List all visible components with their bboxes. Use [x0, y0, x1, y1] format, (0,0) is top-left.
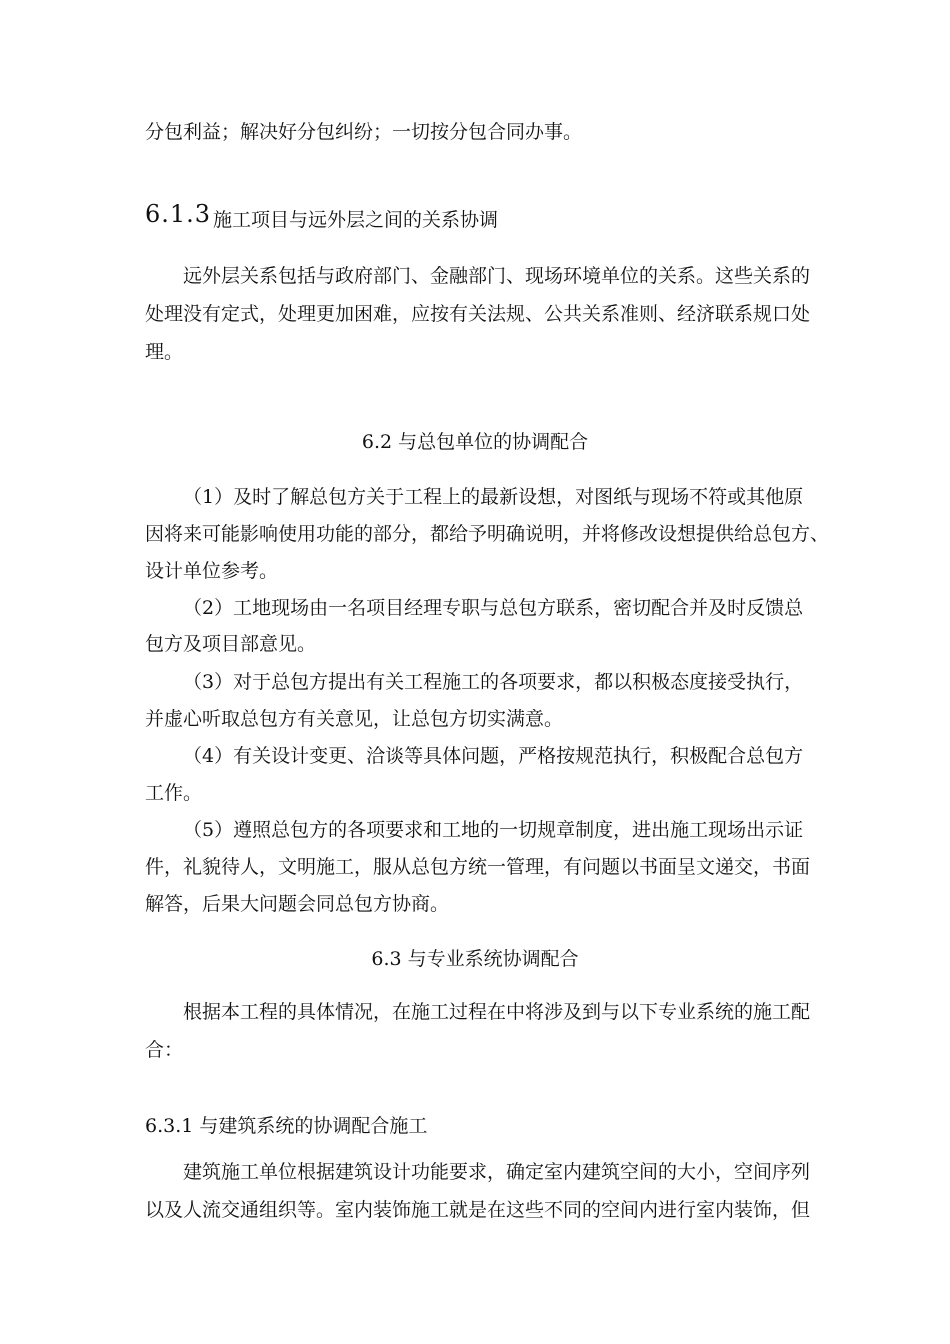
- intro-paragraph: 分包利益；解决好分包纠纷；一切按分包合同办事。: [145, 121, 583, 143]
- list-item-line: （2）工地现场由一名项目经理专职与总包方联系，密切配合并及时反馈总: [183, 597, 804, 619]
- subsection-heading: 6.3.1 与建筑系统的协调配合施工: [145, 1115, 428, 1137]
- section-number: 6.1.3: [145, 200, 212, 228]
- paragraph-line: 处理没有定式，处理更加困难，应按有关法规、公共关系准则、经济联系规口处: [145, 303, 811, 325]
- section-heading: 6.3 与专业系统协调配合: [371, 948, 579, 970]
- section-heading: 施工项目与远外层之间的关系协调: [213, 209, 499, 231]
- section-heading: 6.2 与总包单位的协调配合: [361, 431, 589, 453]
- list-item-line: 解答，后果大问题会同总包方协商。: [145, 893, 450, 915]
- paragraph-line: 合：: [145, 1039, 184, 1061]
- list-item-line: 工作。: [145, 782, 203, 804]
- list-item-line: 并虚心听取总包方有关意见，让总包方切实满意。: [145, 708, 564, 730]
- paragraph-line: 建筑施工单位根据建筑设计功能要求，确定室内建筑空间的大小，空间序列: [183, 1161, 811, 1183]
- list-item-line: 包方及项目部意见。: [145, 633, 317, 655]
- list-item-line: （3）对于总包方提出有关工程施工的各项要求，都以积极态度接受执行，: [183, 671, 804, 693]
- list-item-line: （4）有关设计变更、洽谈等具体问题，严格按规范执行，积极配合总包方: [183, 745, 804, 767]
- paragraph-line: 根据本工程的具体情况，在施工过程在中将涉及到与以下专业系统的施工配: [183, 1001, 811, 1023]
- list-item-line: 设计单位参考。: [145, 560, 279, 582]
- list-item-line: 件，礼貌待人，文明施工，服从总包方统一管理，有问题以书面呈文递交，书面: [145, 856, 811, 878]
- list-item-line: 因将来可能影响使用功能的部分，都给予明确说明，并将修改设想提供给总包方、: [145, 523, 830, 545]
- list-item-line: （5）遵照总包方的各项要求和工地的一切规章制度，进出施工现场出示证: [183, 819, 804, 841]
- paragraph-line: 以及人流交通组织等。室内装饰施工就是在这些不同的空间内进行室内装饰，但: [145, 1199, 811, 1221]
- paragraph-line: 理。: [145, 341, 184, 363]
- paragraph-line: 远外层关系包括与政府部门、金融部门、现场环境单位的关系。这些关系的: [183, 265, 811, 287]
- list-item-line: （1）及时了解总包方关于工程上的最新设想，对图纸与现场不符或其他原: [183, 486, 804, 508]
